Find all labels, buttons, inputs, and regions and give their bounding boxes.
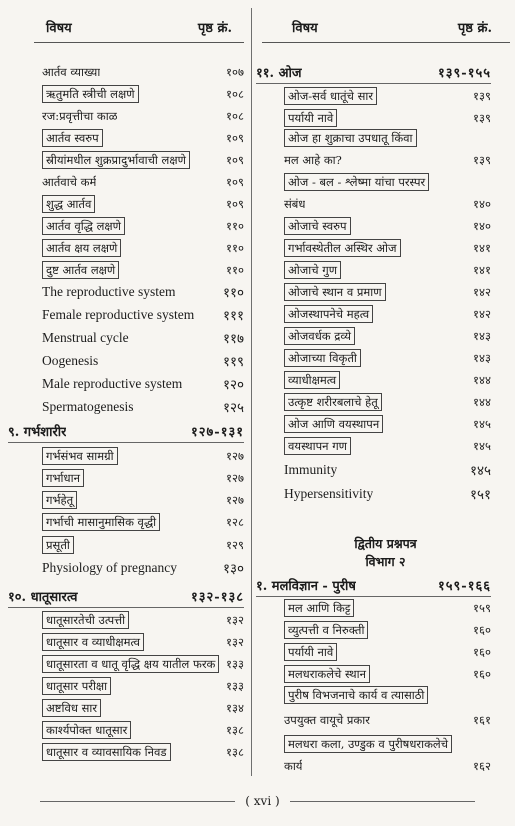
entry-page: १३३	[226, 656, 244, 671]
section-underline	[8, 442, 244, 443]
entry-title: व्युत्पत्ती व निरुक्ती	[284, 621, 368, 639]
entry-title: आर्तवाचे कर्म	[42, 174, 97, 189]
toc-entry	[284, 436, 491, 456]
header-subject: विषय	[46, 21, 72, 36]
toc-entry	[42, 351, 244, 371]
entry-title: कार्य	[284, 758, 303, 773]
entry-title: मलधराकलेचे स्थान	[284, 665, 370, 683]
toc-entry	[284, 598, 491, 618]
entry-title: उपयुक्त वायूचे प्रकार	[284, 712, 370, 727]
entry-page: १४१	[473, 240, 491, 255]
toc-entry	[42, 216, 244, 236]
toc-entry	[284, 642, 491, 662]
entry-title: ऋतुमति स्त्रीची लक्षणे	[42, 85, 139, 103]
entry-title: ११. ओज	[256, 66, 302, 81]
toc-entry	[284, 620, 491, 640]
entry-title: धातूसारतेची उत्पत्ती	[42, 611, 129, 629]
entry-title: ओज हा शुक्राचा उपधातू किंवा	[284, 129, 417, 147]
toc-entry	[284, 282, 491, 302]
toc-entry	[42, 238, 244, 258]
entry-title: ओज आणि वयस्थापन	[284, 415, 383, 433]
entry-page: ११०	[222, 285, 244, 300]
toc-entry	[284, 710, 491, 730]
entry-title: Female reproductive system	[42, 307, 195, 322]
toc-entry	[42, 282, 244, 302]
toc-entry	[284, 460, 491, 480]
entry-page: १३९	[473, 110, 491, 125]
toc-entry	[42, 558, 244, 578]
entry-title: ओजाच्या विकृती	[284, 349, 361, 367]
entry-title: ओजाचे स्वरुप	[284, 217, 351, 235]
toc-entry	[42, 512, 244, 532]
entry-title: Physiology of pregnancy	[42, 560, 177, 575]
entry-title: व्याधीक्षमत्व	[284, 371, 340, 389]
entry-page: १६१	[473, 712, 491, 727]
toc-entry	[42, 172, 244, 192]
toc-entry	[284, 238, 491, 258]
entry-title: Oogenesis	[42, 353, 99, 368]
toc-entry	[42, 632, 244, 652]
entry-page: १४०	[473, 218, 491, 233]
entry-title: धातूसार परीक्षा	[42, 677, 111, 695]
entry-title: The reproductive system	[42, 284, 176, 299]
entry-page: १३०	[222, 561, 244, 576]
entry-page: १६०	[473, 622, 491, 637]
entry-page: १३८	[226, 722, 244, 737]
entry-title: Menstrual cycle	[42, 330, 129, 345]
header-rule	[262, 42, 510, 43]
entry-page: १४४	[473, 394, 491, 409]
entry-title: स्रीयांमधील शुक्रप्रादुर्भावाची लक्षणे	[42, 151, 190, 169]
entry-title: १०. धातूसारत्व	[8, 590, 78, 605]
entry-title: दुष्ट आर्तव लक्षणे	[42, 261, 119, 279]
entry-title: आर्तव स्वरुप	[42, 129, 103, 147]
entry-page: १४५	[473, 416, 491, 431]
right-header	[292, 14, 492, 36]
entry-title: ओजवर्धक द्रव्ये	[284, 327, 355, 345]
entry-title: Hypersensitivity	[284, 486, 374, 501]
entry-title: धातूसार व व्यावसायिक निवड	[42, 743, 171, 761]
second-paper-title: द्वितीय प्रश्नपत्र	[354, 536, 417, 551]
entry-page: १५९-१६६	[438, 579, 491, 594]
header-rule	[34, 42, 244, 43]
toc-entry	[42, 720, 244, 740]
entry-title: आर्तव वृद्धि लक्षणे	[42, 217, 125, 235]
entry-title: आर्तव व्याख्या	[42, 64, 101, 79]
toc-entry	[284, 216, 491, 236]
footer	[0, 792, 515, 810]
entry-title: प्रसूती	[42, 536, 74, 554]
entry-page: ११०	[226, 262, 244, 277]
toc-entry	[284, 108, 491, 128]
entry-title: Male reproductive system	[42, 376, 183, 391]
entry-page: १४१	[473, 262, 491, 277]
entry-title: धातूसारता व धातू वृद्धि क्षय यातील फरक	[42, 655, 219, 673]
entry-page: १४५	[469, 463, 491, 478]
entry-page: १२७	[226, 492, 244, 507]
entry-title: मल आहे का?	[284, 152, 342, 167]
section-heading	[256, 62, 491, 82]
toc-entry	[284, 734, 491, 754]
entry-page: १०८	[226, 86, 244, 101]
entry-title: मल आणि किट्ट	[284, 599, 354, 617]
entry-title: गर्भाची मासानुमासिक वृद्धी	[42, 513, 160, 531]
entry-title: पर्यायी नावे	[284, 643, 337, 661]
toc-entry	[42, 194, 244, 214]
entry-title: पुरीष विभजनाचे कार्य व त्यासाठी	[284, 686, 428, 704]
entry-page: १३४	[226, 700, 244, 715]
entry-page: १२८	[226, 514, 244, 529]
entry-title: १. मलविज्ञान - पुरीष	[256, 579, 356, 594]
entry-title: ओजस्थापनेचे महत्व	[284, 305, 373, 323]
section-underline	[8, 607, 244, 608]
toc-entry	[42, 397, 244, 417]
toc-entry	[42, 742, 244, 762]
section-heading	[8, 421, 244, 441]
entry-title: उत्कृष्ट शरीरबलाचे हेतू	[284, 393, 382, 411]
toc-entry	[42, 490, 244, 510]
toc-entry	[284, 194, 491, 214]
section-heading	[256, 575, 491, 595]
entry-page: १५९	[473, 600, 491, 615]
entry-page: ११९	[222, 354, 244, 369]
entry-page: ११०	[226, 240, 244, 255]
entry-title: शुद्ध आर्तव	[42, 195, 95, 213]
left-header	[46, 14, 232, 36]
toc-entry	[284, 260, 491, 280]
entry-page: १४३	[473, 350, 491, 365]
entry-page: १३२-१३८	[191, 590, 244, 605]
entry-page: १६२	[473, 758, 491, 773]
section-underline	[256, 83, 491, 84]
entry-page: १३८	[226, 744, 244, 759]
footer-page-number: ( xvi )	[245, 794, 280, 808]
toc-entry	[284, 392, 491, 412]
entry-page: १२५	[222, 400, 244, 415]
toc-entry	[42, 305, 244, 325]
toc-entry	[284, 414, 491, 434]
entry-title: ओजाचे स्थान व प्रमाण	[284, 283, 386, 301]
toc-entry	[42, 698, 244, 718]
entry-title: ओज-सर्व धातूंचे सार	[284, 87, 377, 105]
entry-page: १६०	[473, 666, 491, 681]
entry-title: आर्तव क्षय लक्षणे	[42, 239, 121, 257]
toc-entry	[284, 370, 491, 390]
entry-page: १४२	[473, 284, 491, 299]
entry-page: १२०	[222, 377, 244, 392]
entry-page: ११७	[222, 331, 244, 346]
entry-page: १३९	[473, 88, 491, 103]
toc-entry	[42, 446, 244, 466]
entry-title: ९. गर्भशारीर	[8, 425, 67, 440]
toc-entry	[284, 150, 491, 170]
entry-page: १३२	[226, 634, 244, 649]
toc-entry	[284, 685, 491, 705]
entry-page: १६०	[473, 644, 491, 659]
entry-page: १४२	[473, 306, 491, 321]
entry-page: १५१	[469, 487, 491, 502]
toc-entry	[42, 62, 244, 82]
entry-title: धातूसार व व्याधीक्षमत्व	[42, 633, 144, 651]
entry-page: १०९	[226, 196, 244, 211]
entry-page: १४०	[473, 196, 491, 211]
entry-page: १२७-१३१	[191, 425, 244, 440]
entry-page: १३९-१५५	[438, 66, 491, 81]
entry-title: गर्भसंभव सामग्री	[42, 447, 118, 465]
entry-page: १०९	[226, 152, 244, 167]
entry-title: ओज - बल - श्लेष्मा यांचा परस्पर	[284, 173, 429, 191]
header-page: पृष्ठ क्रं.	[457, 21, 492, 36]
toc-entry	[284, 348, 491, 368]
toc-entry	[284, 756, 491, 776]
toc-entry	[42, 84, 244, 104]
toc-entry	[42, 654, 244, 674]
toc-entry	[42, 150, 244, 170]
toc-entry	[42, 535, 244, 555]
column-divider	[251, 8, 252, 776]
toc-entry	[42, 128, 244, 148]
toc-entry	[42, 328, 244, 348]
entry-page: ११०	[226, 218, 244, 233]
entry-page: १२७	[226, 470, 244, 485]
entry-title: पर्यायी नावे	[284, 109, 337, 127]
entry-page: १३९	[473, 152, 491, 167]
entry-page: १३२	[226, 612, 244, 627]
entry-title: गर्भावस्थेतील अस्थिर ओज	[284, 239, 401, 257]
entry-title: गर्भाधान	[42, 469, 84, 487]
toc-entry	[284, 326, 491, 346]
toc-entry	[42, 468, 244, 488]
toc-entry	[42, 610, 244, 630]
entry-title: कार्श्यपोक्त धातूसार	[42, 721, 131, 739]
entry-title: वयस्थापन गण	[284, 437, 351, 455]
toc-entry	[284, 664, 491, 684]
toc-entry	[284, 128, 491, 148]
toc-entry	[284, 172, 491, 192]
entry-page: १४३	[473, 328, 491, 343]
entry-title: Spermatogenesis	[42, 399, 134, 414]
entry-page: १११	[222, 308, 244, 323]
entry-title: संबंध	[284, 196, 306, 211]
entry-page: १४४	[473, 372, 491, 387]
toc-entry	[284, 304, 491, 324]
toc-entry	[42, 676, 244, 696]
entry-page: १०९	[226, 130, 244, 145]
entry-page: १०८	[226, 108, 244, 123]
entry-title: Immunity	[284, 462, 338, 477]
entry-page: १२९	[226, 537, 244, 552]
entry-page: १०७	[226, 64, 244, 79]
entry-page: १२७	[226, 448, 244, 463]
section-underline	[256, 596, 491, 597]
entry-title: ओजाचे गुण	[284, 261, 341, 279]
toc-entry	[42, 374, 244, 394]
entry-page: १४५	[473, 438, 491, 453]
toc-entry	[42, 106, 244, 126]
toc-entry	[284, 86, 491, 106]
header-page: पृष्ठ क्रं.	[197, 21, 232, 36]
second-paper-subtitle: विभाग २	[365, 554, 406, 569]
footer-rule-right	[290, 801, 475, 802]
entry-title: रज:प्रवृत्तीचा काळ	[42, 108, 118, 123]
entry-title: अष्टविध सार	[42, 699, 101, 717]
entry-title: गर्भहेतू	[42, 491, 77, 509]
toc-entry	[284, 484, 491, 504]
footer-rule-left	[40, 801, 235, 802]
section-heading	[8, 586, 244, 606]
entry-page: १०९	[226, 174, 244, 189]
entry-page: १३३	[226, 678, 244, 693]
toc-entry	[42, 260, 244, 280]
entry-title: मलधरा कला, उण्डुक व पुरीषधराकलेचे	[284, 735, 452, 753]
header-subject: विषय	[292, 21, 318, 36]
